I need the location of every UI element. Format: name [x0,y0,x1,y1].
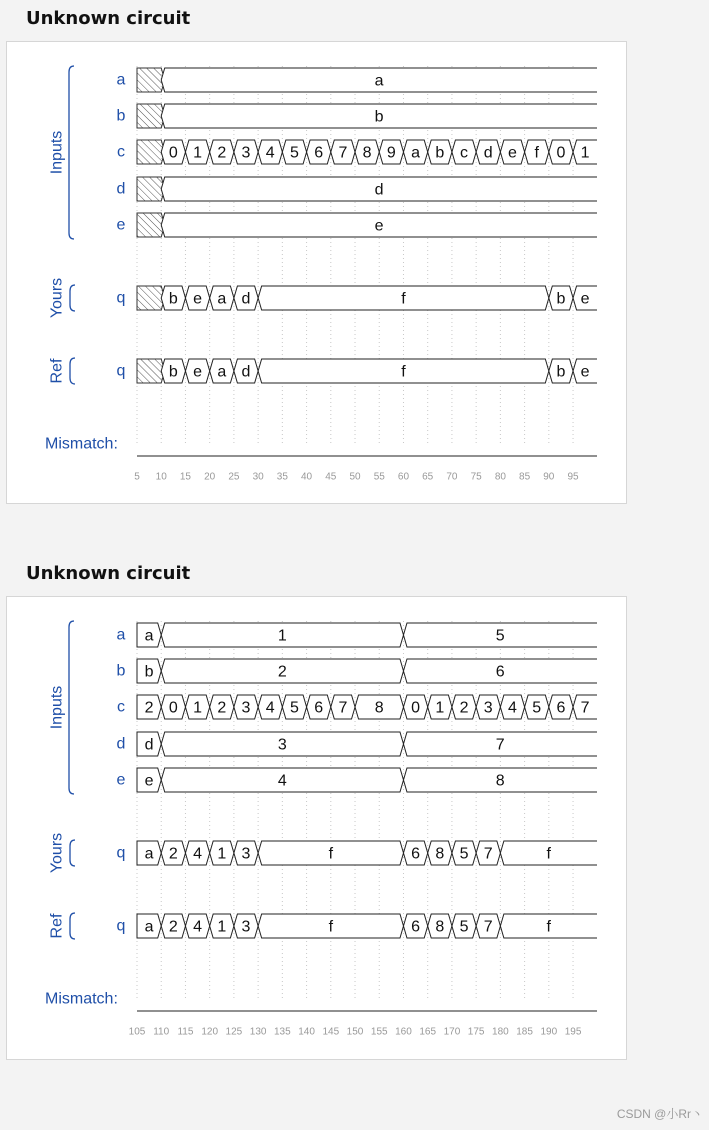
axis-tick-label: 125 [225,1026,243,1038]
segment-label: 4 [193,918,203,936]
signal-name: b [116,662,126,680]
segment-label: 3 [241,845,251,863]
segment-label: 8 [435,845,445,863]
axis-tick-label: 140 [298,1026,315,1038]
axis-tick-label: 165 [419,1026,437,1038]
segment-label: 7 [338,699,348,717]
segment-label: c [460,144,469,162]
segment-label: 7 [495,736,505,754]
inputs-bracket [69,66,74,239]
axis-tick-label: 175 [467,1026,485,1038]
segment-label: 5 [290,144,299,162]
axis-tick-label: 70 [446,471,458,483]
segment-label: d [241,363,251,381]
segment-label: e [508,144,517,162]
segment-label: 2 [168,918,178,936]
axis-tick-label: 95 [567,471,579,483]
yours-bracket [70,285,75,311]
axis-tick-label: 155 [370,1026,388,1038]
signal-name: q [116,844,126,862]
segment-label: 3 [241,699,251,717]
axis-tick-label: 65 [422,471,434,483]
axis-tick-label: 90 [543,471,555,483]
segment-label: 8 [362,144,372,162]
segment-label: 5 [495,627,505,645]
segment-label: 7 [483,845,493,863]
axis-tick-label: 105 [128,1026,146,1038]
axis-tick-label: 170 [443,1026,461,1038]
axis-tick-label: 15 [179,471,192,483]
ref-bracket [70,358,75,384]
signal-name: e [116,216,126,234]
segment-label: a [144,627,154,645]
signal-name: d [116,180,126,198]
segment-label: 5 [459,918,469,936]
segment-label: f [401,290,406,308]
segment-label: 1 [193,144,203,162]
signal-name: a [116,626,126,644]
signal-name: c [117,143,125,161]
axis-tick-label: 190 [540,1026,558,1038]
segment-label: d [144,736,154,754]
segment-label: 6 [411,918,421,936]
segment-label: b [556,363,566,381]
segment-label: a [144,845,154,863]
segment-label: e [374,217,384,235]
axis-tick-label: 75 [470,471,482,483]
watermark-text: CSDN @小Rr丶 [616,1107,703,1121]
segment-label: 5 [290,699,299,717]
segment-label: b [435,144,445,162]
undefined-region [137,286,165,310]
segment-label: 3 [241,918,251,936]
segment-label: 9 [386,144,396,162]
axis-tick-label: 80 [494,471,506,483]
ref-group-label: Ref [48,358,66,384]
segment-label: 6 [556,699,566,717]
segment-label: 4 [265,144,275,162]
segment-label: 6 [314,144,324,162]
segment-label: 1 [580,144,590,162]
signal-name: a [116,71,126,89]
segment-label: a [217,290,227,308]
axis-tick-label: 40 [301,471,313,483]
signal-name: b [116,107,126,125]
segment-label: 6 [495,663,505,681]
segment-label: f [534,144,539,162]
axis-tick-label: 55 [373,471,385,483]
segment-label: 2 [277,663,287,681]
segment-label: b [144,663,154,681]
segment-label: 5 [532,699,542,717]
mismatch-label: Mismatch: [45,435,118,453]
segment-label: b [374,108,384,126]
axis-tick-label: 135 [274,1026,291,1038]
segment-label: 2 [217,144,227,162]
segment-label: 4 [508,699,517,717]
segment-label: b [168,290,178,308]
segment-label: 7 [483,918,493,936]
segment-label: b [168,363,178,381]
signal-name: q [116,362,126,380]
segment-label: 7 [338,144,348,162]
segment-label: 4 [193,845,203,863]
axis-tick-label: 115 [177,1026,194,1038]
segment-label: 2 [459,699,469,717]
segment-label: f [328,845,334,863]
yours-bracket [70,840,75,866]
undefined-region [137,177,165,201]
undefined-region [137,140,165,164]
signal-name: e [116,771,126,789]
segment-label: 3 [241,144,251,162]
axis-tick-label: 85 [519,471,531,483]
segment-label: 8 [435,918,445,936]
segment-label: 3 [277,736,287,754]
inputs-bracket [69,621,74,794]
segment-label: e [144,772,154,790]
segment-label: f [546,845,551,863]
segment-label: 1 [277,627,287,645]
waveform-panel [6,41,627,504]
segment-label: a [144,918,154,936]
ref-bracket [70,913,75,939]
segment-label: 2 [168,845,178,863]
signal-name: d [116,735,126,753]
axis-tick-label: 60 [397,471,410,483]
axis-tick-label: 5 [134,471,140,483]
segment-label: a [374,72,384,90]
segment-label: 1 [217,918,227,936]
undefined-region [137,104,165,128]
segment-label: e [580,290,590,308]
segment-label: b [556,290,566,308]
yours-group-label: Yours [48,832,66,874]
axis-tick-label: 35 [276,471,288,483]
waveform-svg [7,597,628,1061]
segment-label: 2 [144,699,154,717]
segment-label: 8 [495,772,505,790]
waveform-svg [7,42,628,505]
axis-tick-label: 30 [252,471,264,483]
undefined-region [137,213,165,237]
segment-label: f [546,918,551,936]
segment-label: d [374,181,384,199]
signal-name: q [116,289,126,307]
segment-label: 6 [411,845,421,863]
inputs-group-label: Inputs [48,685,66,730]
signal-name: c [117,698,125,716]
segment-label: 5 [459,845,469,863]
segment-label: a [411,144,421,162]
axis-tick-label: 120 [201,1026,219,1038]
undefined-region [137,68,165,92]
segment-label: 0 [168,144,178,162]
section-title: Unknown circuit [26,8,191,29]
segment-label: 8 [374,699,384,717]
segment-label: 7 [580,699,590,717]
axis-tick-label: 145 [322,1026,340,1038]
axis-tick-label: 20 [204,471,216,483]
signal-name: q [116,917,126,935]
axis-tick-label: 160 [395,1026,412,1038]
segment-label: 4 [265,699,275,717]
undefined-region [137,359,165,383]
segment-label: d [241,290,251,308]
axis-tick-label: 185 [516,1026,533,1038]
segment-label: 6 [314,699,324,717]
axis-tick-label: 25 [228,471,240,483]
axis-tick-label: 110 [153,1026,170,1038]
yours-group-label: Yours [48,277,66,319]
segment-label: e [193,290,203,308]
segment-label: 0 [168,699,178,717]
segment-label: 0 [411,699,421,717]
segment-label: 1 [193,699,203,717]
axis-tick-label: 50 [349,471,361,483]
mismatch-label: Mismatch: [45,990,118,1008]
waveform-panel [6,596,627,1060]
segment-label: f [328,918,334,936]
segment-label: 0 [556,144,566,162]
segment-label: 2 [217,699,227,717]
ref-group-label: Ref [48,913,66,939]
segment-label: 4 [277,772,287,790]
axis-tick-label: 180 [492,1026,509,1038]
segment-label: a [217,363,227,381]
axis-tick-label: 45 [325,471,337,483]
segment-label: e [580,363,590,381]
axis-tick-label: 130 [249,1026,267,1038]
segment-label: f [401,363,406,381]
segment-label: 1 [217,845,227,863]
axis-tick-label: 195 [564,1026,582,1038]
inputs-group-label: Inputs [48,130,66,175]
segment-label: e [193,363,203,381]
axis-tick-label: 10 [155,471,167,483]
segment-label: d [483,144,493,162]
segment-label: 1 [435,699,445,717]
segment-label: 3 [483,699,493,717]
axis-tick-label: 150 [346,1026,364,1038]
section-title: Unknown circuit [26,563,191,584]
